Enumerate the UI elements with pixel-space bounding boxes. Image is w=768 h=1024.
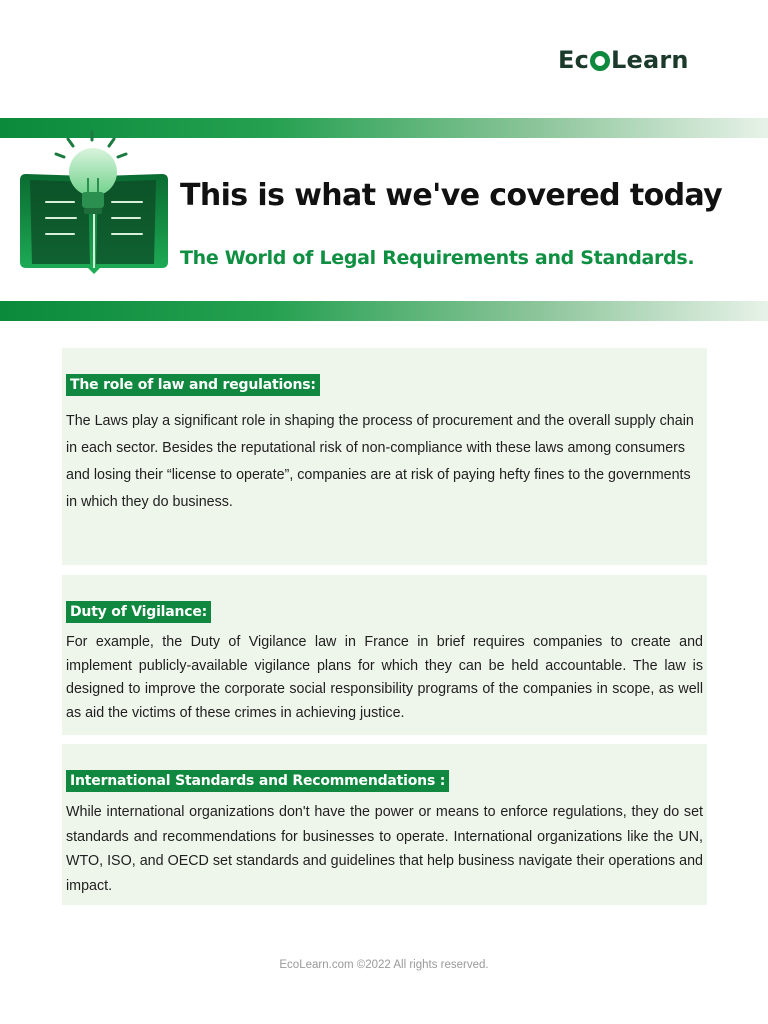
section-duty-of-vigilance	[62, 575, 707, 735]
section-role-of-law	[62, 348, 707, 565]
section-body: While international organizations don't have the power or means to enforce regulations, they do set standards and recommendations for businesses to operate. International organizations like the UN, WTO, ISO, and OECD set standards and guidelines that help business navigate their operations and impact.	[66, 804, 703, 894]
ecolearn-logo	[558, 46, 689, 74]
page-title: This is what we've covered today	[180, 178, 723, 213]
header-gradient-band-bottom	[0, 301, 768, 321]
logo-o-ring-icon	[590, 51, 610, 71]
logo-text-left: Ec	[558, 46, 590, 74]
lightbulb-book-icon	[16, 128, 176, 280]
section-heading: International Standards and Recommendations :	[66, 770, 449, 792]
section-body: For example, the Duty of Vigilance law in France in brief requires companies to create and implement publicly-available vigilance plans for which they can be held accountable. The law is designed to improve the corporate social responsibility programs of the companies in scope, as well as aid the victims of these crimes in achieving justice.	[66, 634, 703, 721]
logo-text-right: Learn	[611, 46, 689, 74]
footer-copyright: EcoLearn.com ©2022 All rights reserved.	[279, 959, 489, 971]
section-international-standards	[62, 744, 707, 905]
section-heading: Duty of Vigilance:	[66, 601, 211, 623]
section-heading: The role of law and regulations:	[66, 374, 320, 396]
section-body: The Laws play a significant role in shaping the process of procurement and the overall supply chain in each sector. Besides the reputational risk of non-compliance with these laws among consumers and losing their “license to operate”, companies are at risk of paying hefty fines to the governments in which they do business.	[66, 413, 694, 510]
page-subtitle: The World of Legal Requirements and Standards.	[180, 247, 695, 269]
